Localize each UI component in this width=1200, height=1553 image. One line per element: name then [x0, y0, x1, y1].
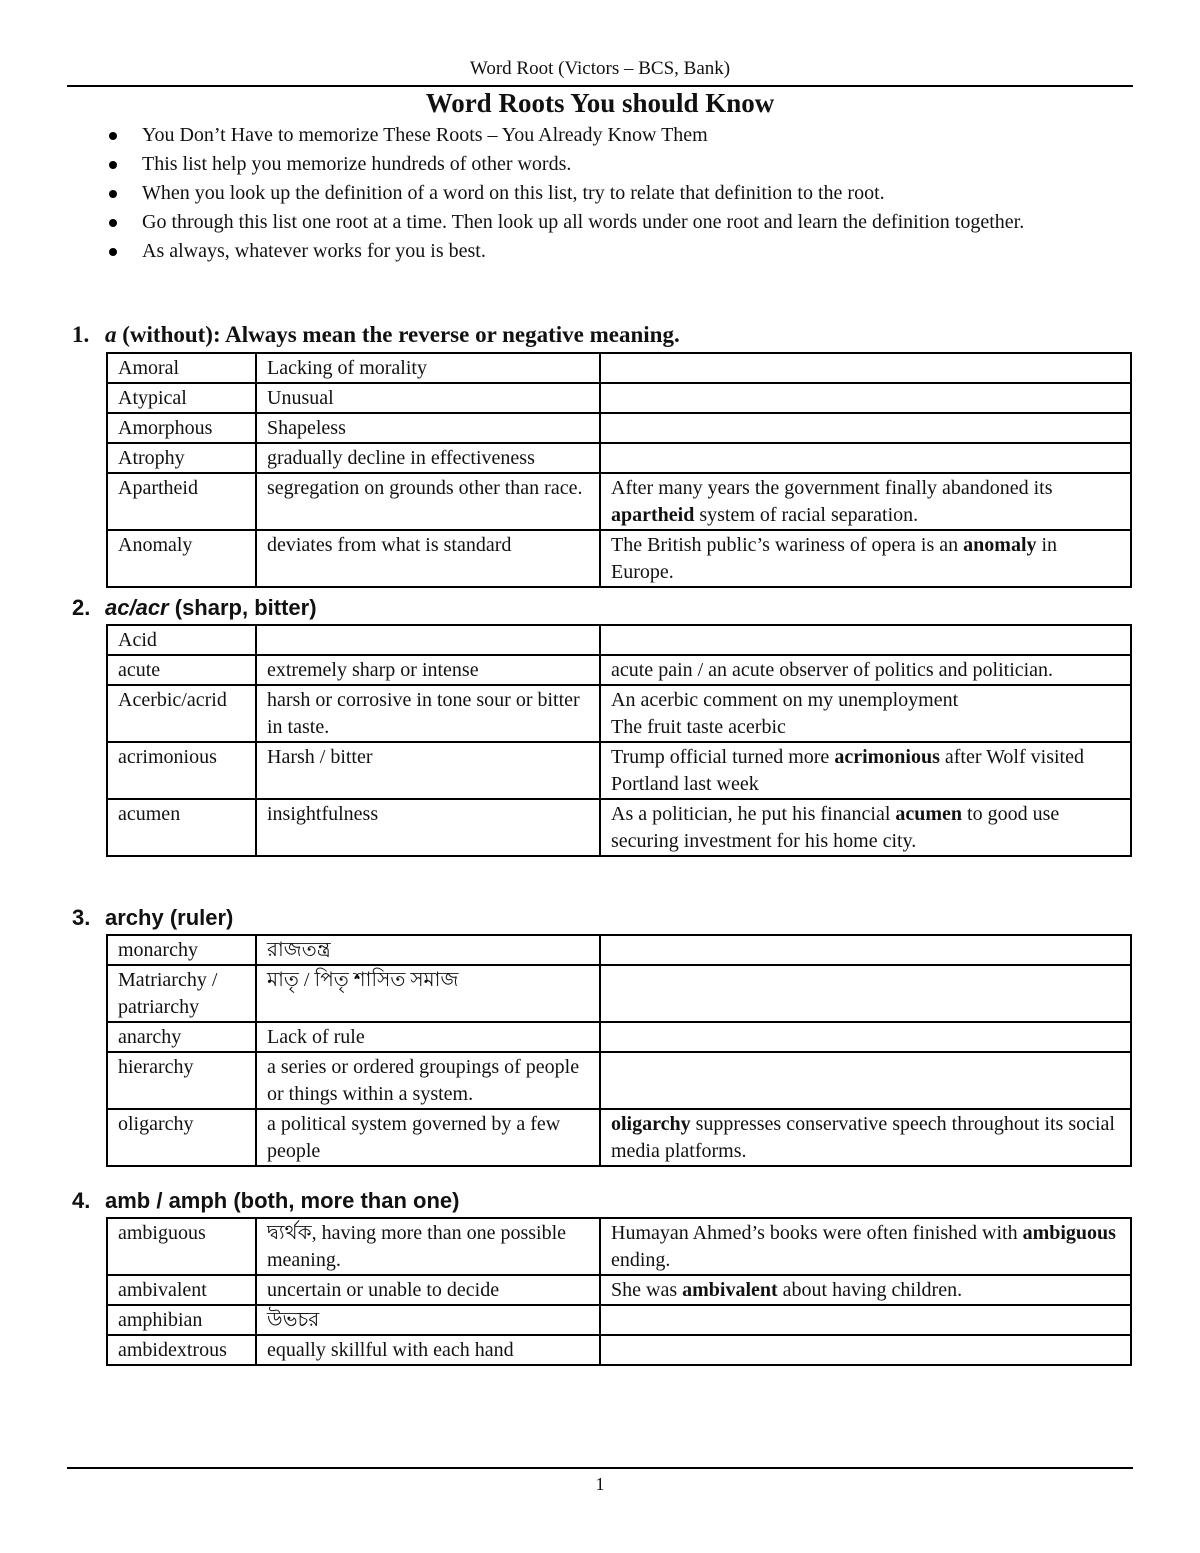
meaning-cell: extremely sharp or intense: [256, 655, 600, 685]
example-cell: [600, 1052, 1131, 1109]
bullet-dot-icon: [109, 248, 117, 256]
table-row: [107, 1022, 1131, 1052]
bullet-text: This list help you memorize hundreds of other words.: [142, 153, 572, 175]
example-text: about having children.: [777, 1279, 963, 1301]
word-cell: ambidextrous: [107, 1335, 256, 1365]
example-keyword: oligarchy: [611, 1113, 691, 1135]
meaning-cell: deviates from what is standard: [256, 530, 600, 587]
bullet-item: [104, 151, 1104, 179]
section-root: a: [105, 322, 117, 347]
example-text: An acerbic comment on my unemployment: [611, 689, 959, 711]
example-text: system of racial separation.: [694, 504, 919, 526]
word-cell: acrimonious: [107, 742, 256, 799]
example-text: after Wolf visited Portland last week: [611, 746, 1084, 795]
word-cell: Atrophy: [107, 443, 256, 473]
example-text: After many years the government finally abandoned its: [611, 477, 1053, 499]
example-text: acute pain / an acute observer of politics and politician.: [611, 659, 1054, 681]
section-3-table: [106, 934, 1132, 1167]
meaning-cell: harsh or corrosive in tone sour or bitter in taste.: [256, 685, 600, 742]
meaning-cell: Shapeless: [256, 413, 600, 443]
example-text: Humayan Ahmed’s books were often finished with: [611, 1222, 1023, 1244]
section-number: 4.: [72, 1188, 91, 1213]
section-number: 2.: [72, 595, 91, 620]
section-2-table: [106, 624, 1132, 857]
table-row: [107, 413, 1131, 443]
table-row: [107, 383, 1131, 413]
meaning-cell: দ্ব্যর্থক, having more than one possible meaning.: [256, 1218, 600, 1275]
word-cell: Acid: [107, 625, 256, 655]
example-keyword: ambiguous: [1022, 1222, 1116, 1244]
bullet-dot-icon: [109, 190, 117, 198]
table-row: [107, 935, 1131, 965]
section-heading-text: (without): Always mean the reverse or negative meaning.: [116, 322, 680, 347]
example-text: ending.: [611, 1249, 671, 1271]
section-1-table: [106, 352, 1132, 588]
section-4-heading: [72, 1188, 459, 1214]
table-row: [107, 742, 1131, 799]
meaning-cell: uncertain or unable to decide: [256, 1275, 600, 1305]
section-heading-text: (sharp, bitter): [168, 595, 317, 620]
example-cell: [600, 530, 1131, 587]
word-cell: Apartheid: [107, 473, 256, 530]
word-cell: oligarchy: [107, 1109, 256, 1166]
example-cell: [600, 443, 1131, 473]
example-cell: [600, 742, 1131, 799]
meaning-cell: a political system governed by a few people: [256, 1109, 600, 1166]
table-row: [107, 655, 1131, 685]
bullet-dot-icon: [109, 132, 117, 140]
word-cell: hierarchy: [107, 1052, 256, 1109]
bullet-text: When you look up the definition of a word on this list, try to relate that definition to the root.: [142, 182, 885, 204]
section-3-heading: [72, 905, 233, 931]
word-cell: Amoral: [107, 353, 256, 383]
example-cell: [600, 383, 1131, 413]
example-cell: [600, 1109, 1131, 1166]
word-cell: monarchy: [107, 935, 256, 965]
bullet-dot-icon: [109, 219, 117, 227]
example-text: suppresses conservative speech throughout its social media platforms.: [611, 1113, 1115, 1162]
meaning-cell: রাজতন্ত্র: [256, 935, 600, 965]
example-keyword: anomaly: [963, 534, 1037, 556]
word-cell: Acerbic/acrid: [107, 685, 256, 742]
meaning-cell: gradually decline in effectiveness: [256, 443, 600, 473]
intro-bullet-list: [104, 122, 1104, 267]
table-row: [107, 1275, 1131, 1305]
example-keyword: ambivalent: [682, 1279, 778, 1301]
table-row: [107, 530, 1131, 587]
example-keyword: acumen: [895, 803, 963, 825]
example-cell: [600, 799, 1131, 856]
header-rule: [67, 85, 1133, 87]
example-cell: [600, 413, 1131, 443]
example-cell: [600, 965, 1131, 1022]
word-cell: Matriarchy / patriarchy: [107, 965, 256, 1022]
word-cell: Anomaly: [107, 530, 256, 587]
example-text: The British public’s wariness of opera is an: [611, 534, 964, 556]
table-row: [107, 443, 1131, 473]
bullet-text: As always, whatever works for you is best.: [142, 240, 486, 262]
example-cell: [600, 1305, 1131, 1335]
meaning-cell: Lack of rule: [256, 1022, 600, 1052]
word-cell: Atypical: [107, 383, 256, 413]
example-cell: [600, 353, 1131, 383]
section-heading-text: amb / amph (both, more than one): [105, 1188, 460, 1213]
meaning-cell: insightfulness: [256, 799, 600, 856]
example-text: As a politician, he put his financial: [611, 803, 896, 825]
table-row: [107, 1335, 1131, 1365]
word-cell: Amorphous: [107, 413, 256, 443]
table-row: [107, 965, 1131, 1022]
word-cell: amphibian: [107, 1305, 256, 1335]
table-row: [107, 1052, 1131, 1109]
example-cell: [600, 655, 1131, 685]
example-text: The fruit taste acerbic: [611, 716, 786, 738]
example-cell: [600, 625, 1131, 655]
meaning-cell: segregation on grounds other than race.: [256, 473, 600, 530]
example-cell: [600, 1335, 1131, 1365]
bullet-text: Go through this list one root at a time. Then look up all words under one root and learn the definition together.: [142, 211, 1025, 233]
word-cell: ambivalent: [107, 1275, 256, 1305]
bullet-item: [104, 122, 1104, 150]
example-cell: [600, 473, 1131, 530]
meaning-cell: equally skillful with each hand: [256, 1335, 600, 1365]
example-cell: [600, 1275, 1131, 1305]
bullet-item: [104, 180, 1104, 208]
bullet-item: [104, 209, 1104, 237]
example-cell: [600, 1022, 1131, 1052]
table-row: [107, 1218, 1131, 1275]
word-cell: acute: [107, 655, 256, 685]
meaning-cell: Harsh / bitter: [256, 742, 600, 799]
bullet-text: You Don’t Have to memorize These Roots – You Already Know Them: [142, 124, 708, 146]
table-row: [107, 799, 1131, 856]
meaning-cell: মাতৃ / পিতৃ শাসিত সমাজ: [256, 965, 600, 1022]
table-row: [107, 1305, 1131, 1335]
example-cell: [600, 935, 1131, 965]
meaning-cell: Lacking of morality: [256, 353, 600, 383]
section-root: ac/acr: [105, 595, 169, 620]
example-text: Trump official turned more: [611, 746, 835, 768]
page-number: 1: [595, 1474, 605, 1494]
meaning-cell: [256, 625, 600, 655]
bullet-dot-icon: [109, 161, 117, 169]
meaning-cell: Unusual: [256, 383, 600, 413]
table-row: [107, 1109, 1131, 1166]
page-title: Word Roots You should Know: [425, 88, 775, 118]
table-row: [107, 353, 1131, 383]
meaning-cell: a series or ordered groupings of people or things within a system.: [256, 1052, 600, 1109]
section-2-heading: [72, 595, 317, 621]
section-1-heading: [72, 322, 680, 348]
example-text: to good use securing investment for his home city.: [611, 803, 1060, 852]
word-cell: ambiguous: [107, 1218, 256, 1275]
footer-rule: [67, 1467, 1133, 1469]
section-4-table: [106, 1217, 1132, 1366]
word-cell: acumen: [107, 799, 256, 856]
table-row: [107, 625, 1131, 655]
example-cell: [600, 1218, 1131, 1275]
running-header: Word Root (Victors – BCS, Bank): [469, 58, 731, 79]
example-cell: [600, 685, 1131, 742]
table-row: [107, 473, 1131, 530]
table-row: [107, 685, 1131, 742]
section-number: 3.: [72, 905, 91, 930]
example-text: in Europe.: [611, 534, 1058, 583]
section-heading-text: archy (ruler): [105, 905, 234, 930]
example-keyword: apartheid: [611, 504, 695, 526]
bullet-item: [104, 238, 1104, 266]
meaning-cell: উভচর: [256, 1305, 600, 1335]
word-cell: anarchy: [107, 1022, 256, 1052]
example-keyword: acrimonious: [834, 746, 940, 768]
section-number: 1.: [72, 322, 90, 347]
example-text: She was: [611, 1279, 683, 1301]
